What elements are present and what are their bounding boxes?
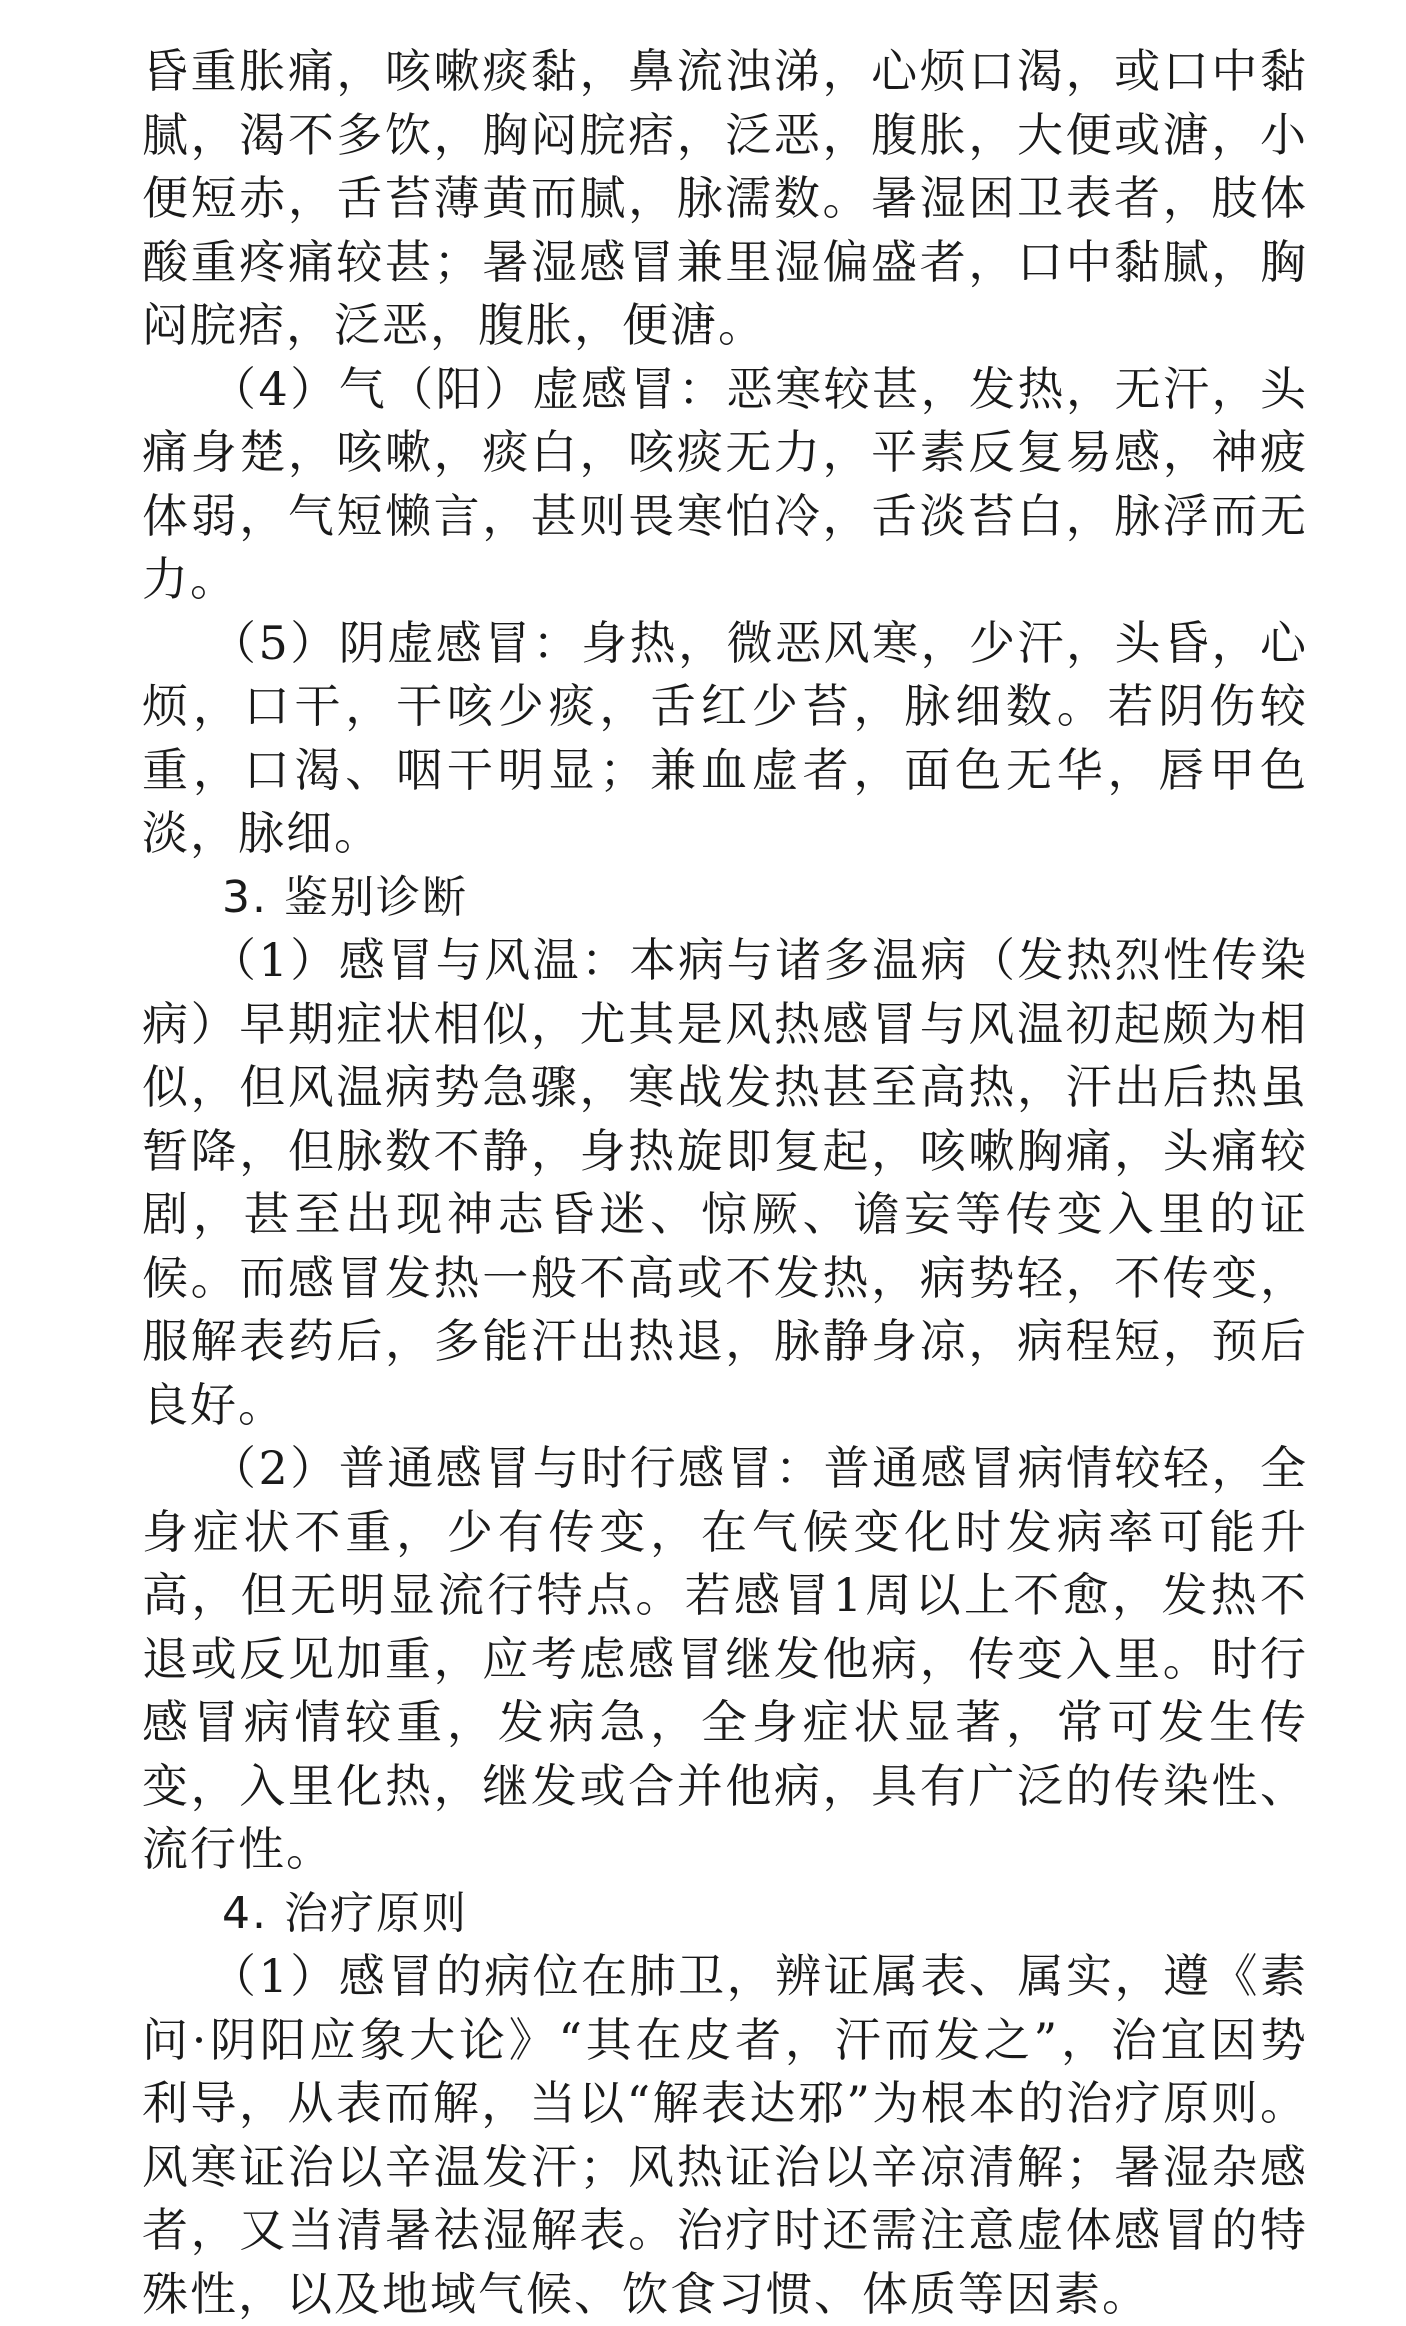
section-heading-treatment-principles: 4. 治疗原则 xyxy=(222,1887,468,1939)
paragraph-continuation: 昏重胀痛，咳嗽痰黏，鼻流浊涕，心烦口渴，或口中黏腻，渴不多饮，胸闷脘痞，泛恶，腹胀，大便或溏，小便短赤，舌苔薄黄而腻，脉濡数。暑湿困卫表者，肢体酸重疼痛较甚；暑湿感冒兼里湿偏盛者，口中黏腻，胸闷脘痞，泛恶，腹胀，便溏。 xyxy=(142,44,1308,352)
document-page xyxy=(142,40,1308,2326)
paragraph-qi-yang-deficiency-cold: （4）气（阳）虚感冒：恶寒较甚，发热，无汗，头痛身楚，咳嗽，痰白，咳痰无力，平素反复易感，神疲体弱，气短懒言，甚则畏寒怕冷，舌淡苔白，脉浮而无力。 xyxy=(142,361,1308,606)
paragraph-cold-vs-wind-warmth: （1）感冒与风温：本病与诸多温病（发热烈性传染病）早期症状相似，尤其是风热感冒与风温初起颇为相似，但风温病势急骤，寒战发热甚至高热，汗出后热虽暂降，但脉数不静，身热旋即复起，咳嗽胸痛，头痛较剧，甚至出现神志昏迷、惊厥、谵妄等传变入里的证候。而感冒发热一般不高或不发热，病势轻，不传变，服解表药后，多能汗出热退，脉静身凉，病程短，预后良好。 xyxy=(142,933,1308,1432)
section-heading-differential-diagnosis: 3. 鉴别诊断 xyxy=(222,871,468,923)
paragraph-treatment-principle-1: （1）感冒的病位在肺卫，辨证属表、属实，遵《素问·阴阳应象大论》“其在皮者，汗而发之”，治宜因势利导，从表而解，当以“解表达邪”为根本的治疗原则。风寒证治以辛温发汗；风热证治以辛凉清解；暑湿杂感者，又当清暑祛湿解表。治疗时还需注意虚体感冒的特殊性，以及地域气候、饮食习惯、体质等因素。 xyxy=(142,1949,1308,2321)
paragraph-yin-deficiency-cold: （5）阴虚感冒：身热，微恶风寒，少汗，头昏，心烦，口干，干咳少痰，舌红少苔，脉细数。若阴伤较重，口渴、咽干明显；兼血虚者，面色无华，唇甲色淡，脉细。 xyxy=(142,615,1308,860)
paragraph-common-vs-epidemic-cold: （2）普通感冒与时行感冒：普通感冒病情较轻，全身症状不重，少有传变，在气候变化时发病率可能升高，但无明显流行特点。若感冒1周以上不愈，发热不退或反见加重，应考虑感冒继发他病，传变入里。时行感冒病情较重，发病急，全身症状显著，常可发生传变，入里化热，继发或合并他病，具有广泛的传染性、流行性。 xyxy=(142,1441,1308,1876)
